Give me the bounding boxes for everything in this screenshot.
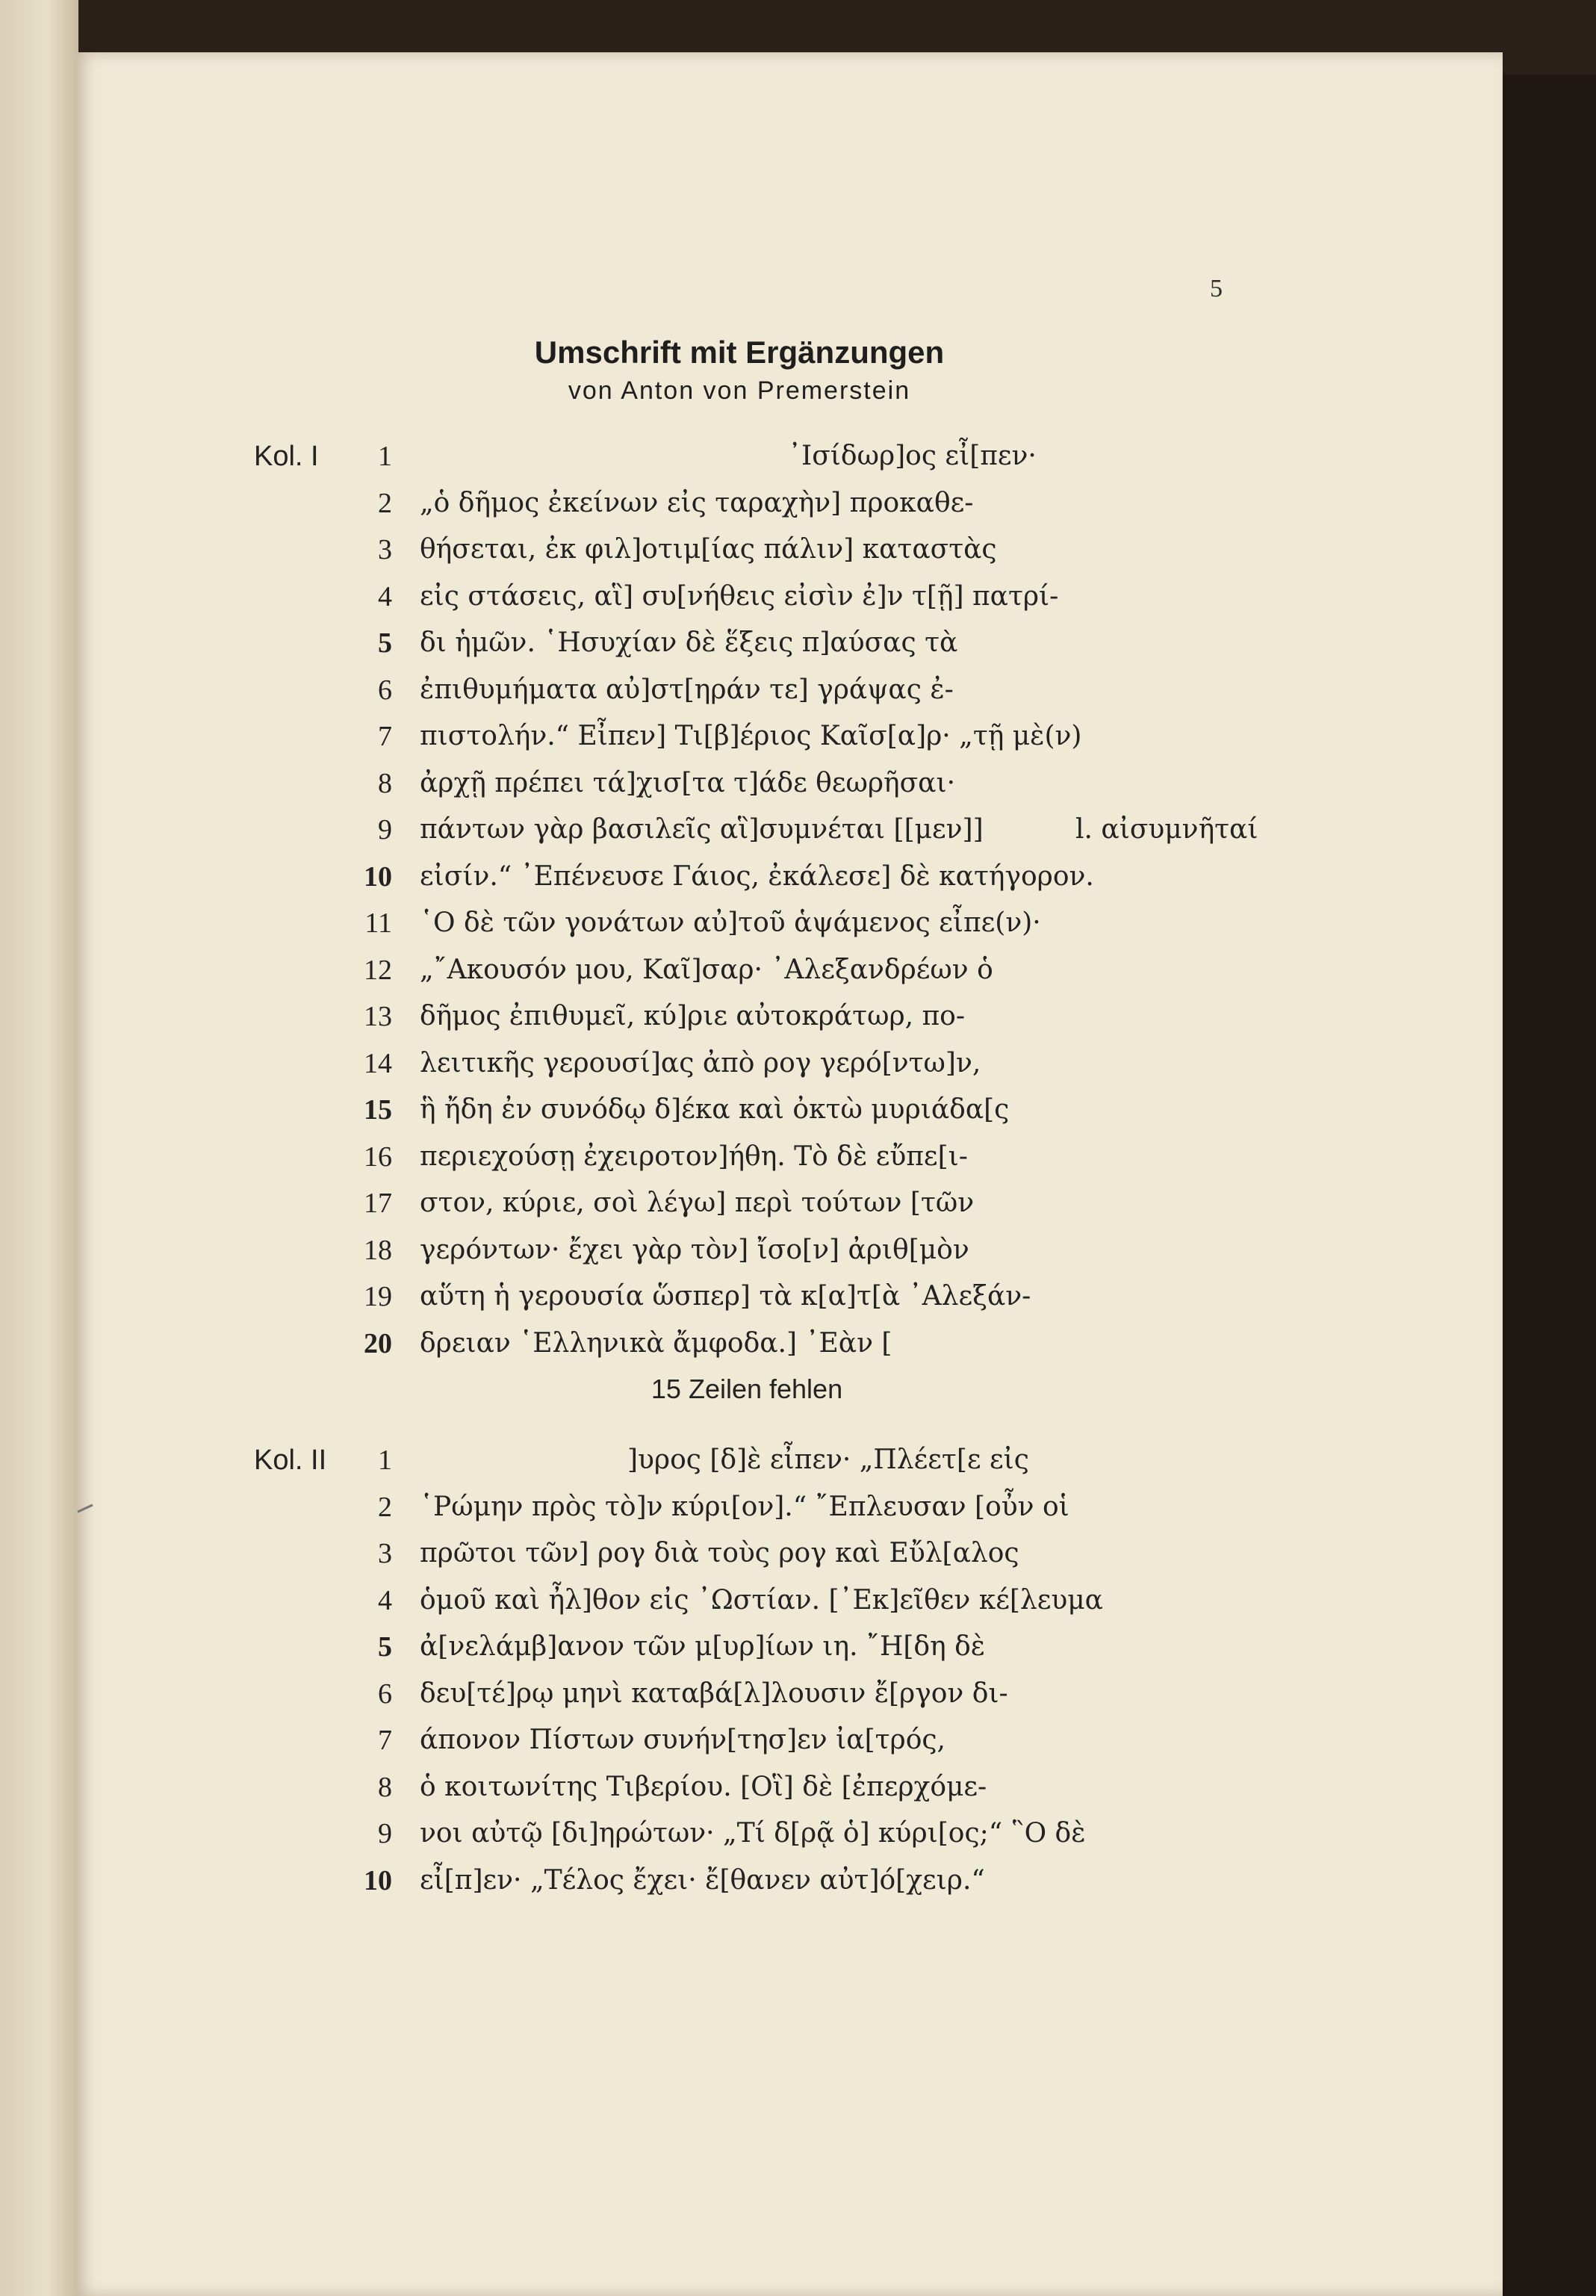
line-number: 7 [378, 721, 392, 752]
line-number: 15 [364, 1094, 392, 1126]
line-text: ῾Ο δὲ τῶν γονάτων αὐ]τοῦ ἁψάμενος εἶπε(ν)· [420, 907, 1041, 938]
line-number: 6 [378, 1678, 392, 1710]
line-number: 17 [364, 1188, 392, 1219]
line-number: 2 [378, 1491, 392, 1523]
transcription-line [0, 714, 1494, 759]
line-text: ]υρος [δ]ὲ εἶπεν· „Πλέετ[ε εἰς [627, 1445, 1029, 1475]
line-text: αὕτη ἡ γερουσία ὥσπερ] τὰ κ[α]τ[ὰ ᾿Αλεξάν- [420, 1281, 1031, 1312]
transcription-line [0, 1088, 1494, 1132]
line-number: 14 [364, 1047, 392, 1079]
line-text: „῎Ακουσόν μου, Καῖ]σαρ· ᾿Αλεξανδρέων ὁ [420, 954, 993, 985]
missing-lines-note: 15 Zeilen fehlen [650, 1374, 843, 1404]
transcription-line [0, 854, 1494, 899]
line-number: 1 [378, 1445, 392, 1476]
transcription-line [0, 621, 1494, 665]
transcription-line [0, 1625, 1494, 1669]
transcription-line [0, 1438, 1494, 1483]
line-text: ὁ κοιτωνίτης Τιβερίου. [Οἳ] δὲ [ἐπερχόμε- [420, 1771, 987, 1802]
transcription-line [0, 1041, 1494, 1086]
line-number: 5 [378, 1631, 392, 1663]
line-text: γερόντων· ἔχει γὰρ τὸν] ἴσο[ν] ἀριθ[μὸν [420, 1234, 969, 1265]
line-number: 7 [378, 1725, 392, 1756]
line-number: 16 [364, 1141, 392, 1173]
line-text: ὁμοῦ καὶ ἦλ]θον εἰς ᾿Ωστίαν. [᾿Εκ]εῖθεν κέ[λευμα [420, 1584, 1103, 1616]
line-number: 3 [378, 1538, 392, 1569]
line-number: 8 [378, 767, 392, 799]
transcription-line [0, 901, 1494, 946]
line-number: 10 [364, 1864, 392, 1896]
line-text: πρῶτοι τῶν] ρογ διὰ τοὺς ρογ καὶ Εὔλ[αλος [420, 1538, 1019, 1569]
transcription-line [0, 1181, 1494, 1226]
transcription-line [0, 1531, 1494, 1576]
page-number: 5 [1210, 275, 1223, 302]
line-text: θήσεται, ἐκ φιλ]οτιμ[ίας πάλιν] καταστὰς [420, 534, 997, 565]
line-text: νοι αὐτῷ [δι]ηρώτων· „Τί δ[ρᾷ ὁ] κύρι[ος;“ ῝Ο δὲ [420, 1818, 1086, 1849]
transcription-line [0, 948, 1494, 993]
line-text: δι ἡμῶν. ῾Ησυχίαν δὲ ἕξεις π]αύσας τὰ [420, 627, 958, 658]
transcription-line [0, 1135, 1494, 1179]
line-text: περιεχούσῃ ἐχειροτον]ήθη. Τὸ δὲ εὔπε[ι- [420, 1141, 968, 1172]
transcription-line [0, 1321, 1494, 1366]
line-note: l. αἰσυμνῆταί [1075, 814, 1258, 845]
column-label: Kol. II [254, 1445, 327, 1476]
line-text: δρειαν ῾Ελληνικὰ ἄμφοδα.] ᾿Εὰν [ [420, 1327, 892, 1359]
line-number: 5 [378, 627, 392, 659]
line-number: 13 [364, 1001, 392, 1032]
line-text: ᾿Ισίδωρ]ος εἶ[πεν· [788, 441, 1037, 471]
line-text: ἀ[νελάμβ]ανον τῶν μ[υρ]ίων ιη. ῎Η[δη δὲ [420, 1631, 986, 1662]
line-text: άπονον Πίστων συνήν[τησ]εν ἰα[τρός, [420, 1725, 946, 1755]
line-number: 18 [364, 1234, 392, 1266]
line-number: 3 [378, 534, 392, 565]
line-text: πάντων γὰρ βασιλεῖς αἳ]συμνέται [[μεν]] [420, 814, 984, 845]
line-number: 4 [378, 580, 392, 612]
line-number: 9 [378, 814, 392, 846]
transcription-line [0, 807, 1494, 852]
line-text: εἶ[π]εν· „Τέλος ἔχει· ἔ[θανεν αὐτ]ό[χειρ.“ [420, 1864, 985, 1896]
line-number: 12 [364, 954, 392, 986]
transcription-line [0, 527, 1494, 572]
line-text: πιστολήν.“ Εἶπεν] Τι[β]έριος Καῖσ[α]ρ· „τῇ μὲ(ν) [420, 721, 1082, 751]
transcription-line [0, 761, 1494, 806]
background-edge [1503, 75, 1596, 2296]
transcription-line [0, 1485, 1494, 1530]
transcription-line [0, 434, 1494, 479]
line-number: 8 [378, 1771, 392, 1803]
page-subtitle: von Anton von Premerstein [568, 376, 911, 405]
line-text: δῆμος ἐπιθυμεῖ, κύ]ριε αὐτοκράτωρ, πο- [420, 1001, 966, 1031]
transcription-line [0, 1578, 1494, 1623]
line-text: „ὁ δῆμος ἐκείνων εἰς ταραχὴν] προκαθε- [420, 487, 974, 518]
line-text: λειτικῆς γερουσί]ας ἀπὸ ρογ γερό[ντω]ν, [420, 1047, 981, 1079]
line-number: 4 [378, 1584, 392, 1616]
transcription-line [0, 1228, 1494, 1273]
line-number: 6 [378, 674, 392, 706]
page-title: Umschrift mit Ergänzungen [534, 335, 945, 370]
line-text: ἐπιθυμήματα αὐ]στ[ηράν τε] γράψας ἐ- [420, 674, 954, 705]
transcription-line [0, 1672, 1494, 1716]
column-label: Kol. I [254, 441, 319, 472]
line-text: ῾Ρώμην πρὸς τὸ]ν κύρι[ον].“ ῎Επλευσαν [οὖν οἱ [420, 1491, 1069, 1522]
transcription-line [0, 994, 1494, 1039]
transcription-line [0, 1858, 1494, 1903]
line-text: εἰς στάσεις, αἳ] συ[νήθεις εἰσὶν ἐ]ν τ[ῇ] πατρί- [420, 580, 1059, 612]
line-number: 2 [378, 487, 392, 519]
transcription-line [0, 1811, 1494, 1856]
line-text: στον, κύριε, σοὶ λέγω] περὶ τούτων [τῶν [420, 1188, 975, 1218]
line-number: 10 [364, 860, 392, 893]
line-text: εἰσίν.“ ᾿Επένευσε Γάιος, ἐκάλεσε] δὲ κατήγορον. [420, 860, 1094, 892]
transcription-line [0, 481, 1494, 526]
line-number: 20 [364, 1327, 392, 1359]
line-number: 11 [364, 907, 392, 939]
transcription-line [0, 668, 1494, 713]
line-text: δευ[τέ]ρῳ μηνὶ καταβά[λ]λουσιν ἔ[ργον δι- [420, 1678, 1008, 1709]
line-text: ἣ ἤδη ἐν συνόδῳ δ]έκα καὶ ὀκτὼ μυριάδα[ς [420, 1094, 1010, 1125]
transcription-line [0, 1274, 1494, 1319]
transcription-line [0, 1765, 1494, 1810]
transcription-line [0, 1718, 1494, 1763]
transcription-line [0, 574, 1494, 619]
line-text: ἀρχῇ πρέπει τά]χισ[τα τ]άδε θεωρῆσαι· [420, 767, 956, 798]
line-number: 1 [378, 441, 392, 472]
line-number: 9 [378, 1818, 392, 1849]
line-number: 19 [364, 1281, 392, 1312]
